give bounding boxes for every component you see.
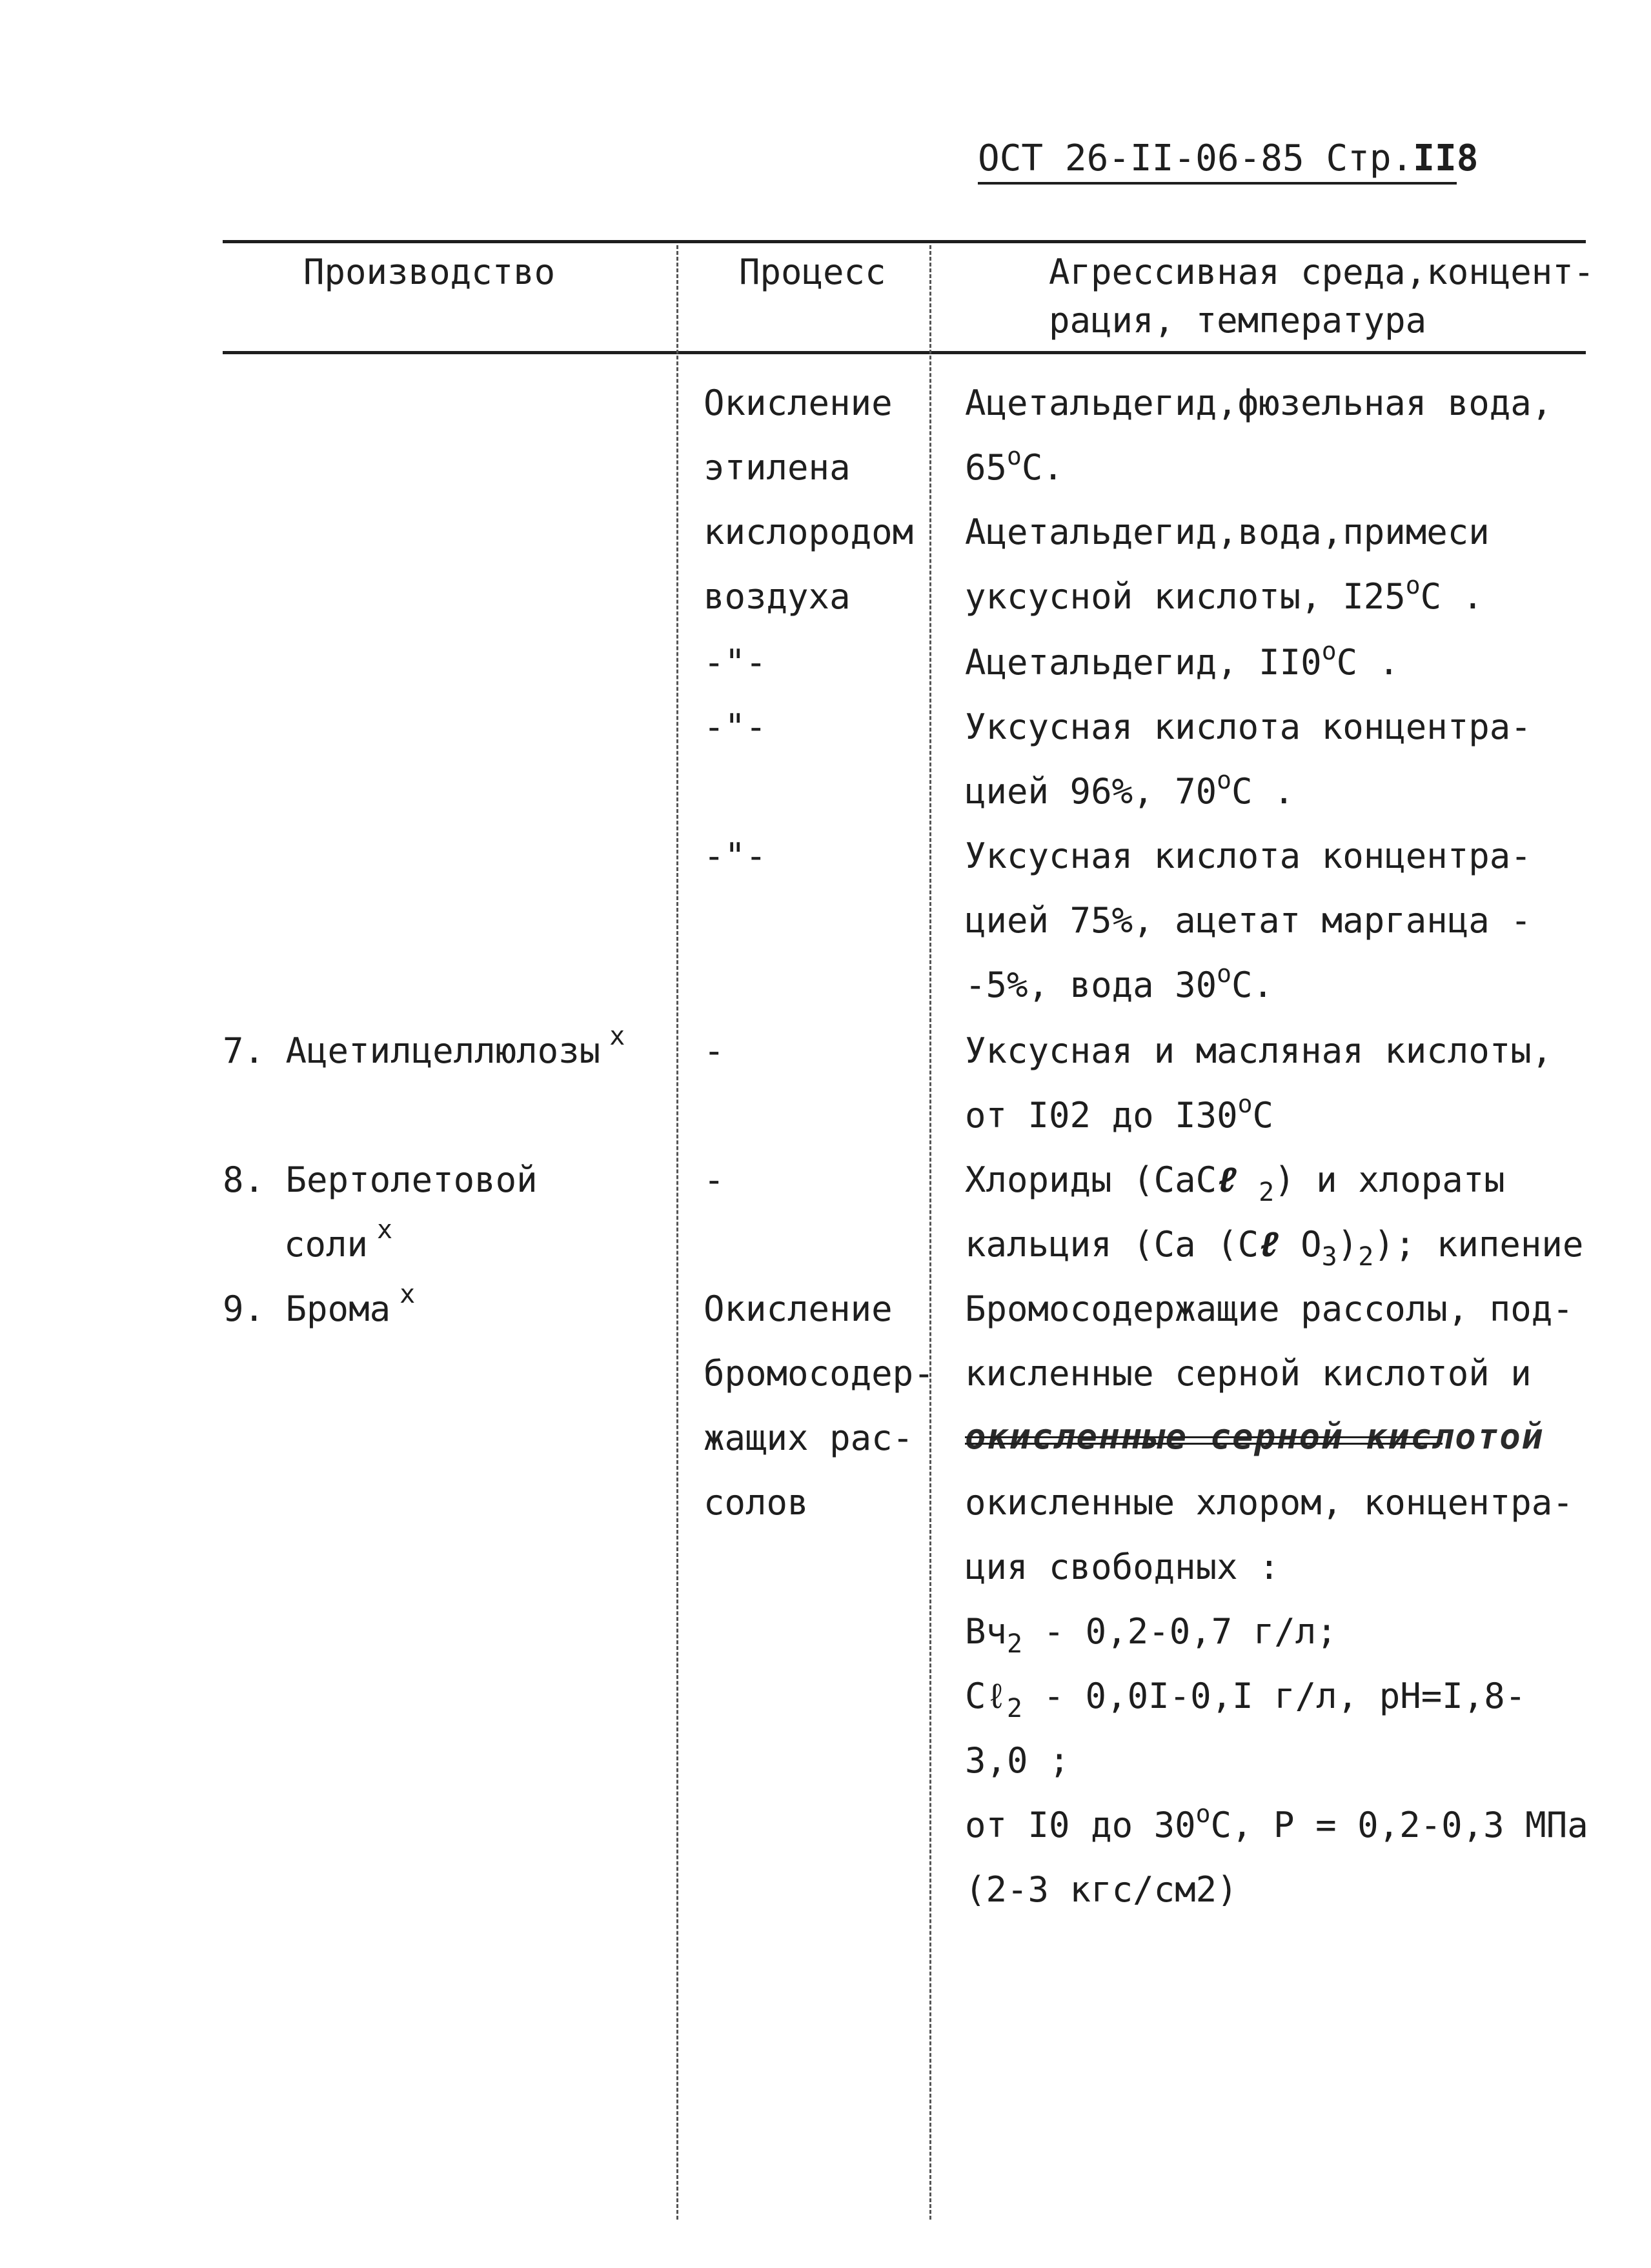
header-medium-line2: рация, температура [1049,300,1427,341]
medium-5-line2: цией 75%, ацетат марганца - [965,900,1532,941]
process-oxygen: кислородом [704,512,914,552]
process-ethylene: этилена [704,447,851,488]
struck-out-text: окисленные серной кислотой [965,1416,1545,1457]
page-number: II8 [1413,137,1479,179]
process-8: - [704,1159,725,1200]
degree-mark: о [1007,442,1022,471]
process-9-line3: жащих рас- [704,1418,914,1458]
process-9-line1: Окисление [704,1289,893,1329]
column-divider-2 [929,245,931,2220]
medium-5-line3: -5%, вода $30^оС$. [965,959,1274,1005]
medium-4-line2: цией 96%, $70^оС$ . [965,766,1295,812]
degree-mark: о [1321,637,1337,666]
medium-5-line1: Уксусная кислота концентра- [965,836,1532,876]
medium-9-bromine: $Вч_2 - 0,2-0,7$ г/л; [965,1611,1337,1659]
footnote-mark: x [377,1215,393,1245]
strike-line [965,1443,1443,1445]
header-process: Процесс [739,252,886,292]
medium-3: Ацетальдегид, $II0^оС$ . [965,637,1400,683]
standard-code: ОСТ 26-II-06-85 Стр. [978,137,1413,179]
medium-7-line2: от I02 до $I30^оС$ [965,1090,1274,1136]
degree-mark: о [1405,571,1421,600]
degree-mark: о [1217,766,1232,795]
medium-9-line10: (2-3 кгс/см2) [965,1869,1238,1910]
production-7: 7. Ацетилцеллюлозы $^x$ [223,1021,625,1071]
process-ditto-3: -"- [704,836,767,876]
header-underline [978,182,1457,185]
table-top-rule [223,240,1586,243]
degree-mark: о [1237,1090,1253,1119]
medium-9-chlorine: Cℓ$_2$ - 0,0I-0,I г/л, pH=I,8- [965,1676,1526,1723]
process-7: - [704,1030,725,1071]
document-header [978,137,1479,179]
footnote-mark: x [400,1280,416,1309]
medium-8-line2: кальция (Са (Cℓ $O_3)_2$); кипение [965,1224,1584,1272]
strike-line [965,1436,1443,1438]
process-9-line4: солов [704,1482,809,1523]
medium-9-line2: кисленные серной кислотой и [965,1353,1532,1394]
medium-9-line5: ция свободных : [965,1547,1280,1587]
medium-1-line2: $65^оС$. [965,442,1064,488]
process-ditto-2: -"- [704,707,767,747]
production-8-line1: 8. Бертолетовой [223,1159,538,1200]
medium-9-line4: окисленные хлором, концентра- [965,1482,1574,1523]
table-head-rule [223,351,1586,354]
process-ditto-1: -"- [704,642,767,683]
medium-2-line1: Ацетальдегид,вода,примеси [965,512,1490,552]
production-9: 9. Брома $^x$ [223,1280,416,1329]
header-medium-line1: Агрессивная среда,концент- [1049,252,1595,292]
degree-mark: о [1217,959,1232,988]
column-divider-1 [676,245,678,2220]
process-air: воздуха [704,576,851,617]
medium-8-line1: Хлориды (CaCℓ $_2$) и хлораты [965,1159,1505,1207]
header-production: Производство [303,252,556,292]
process-9-line2: бромосодер- [704,1353,935,1394]
medium-2-line2: уксусной кислоты, $I25^оС$ . [965,571,1484,617]
process-oxidation: Окисление [704,383,893,423]
medium-1-line1: Ацетальдегид,фюзельная вода, [965,383,1553,423]
production-8-line2: соли $^x$ [284,1215,393,1265]
footnote-mark: x [609,1021,625,1051]
medium-9-line1: Бромосодержащие рассолы, под- [965,1289,1574,1329]
degree-mark: о [1195,1800,1211,1829]
medium-7-line1: Уксусная и масляная кислоты, [965,1030,1553,1071]
medium-4-line1: Уксусная кислота концентра- [965,707,1532,747]
medium-9-line9: от I0 до $30^оС$, Р = 0,2-0,3 МПа [965,1800,1588,1845]
medium-9-line8: 3,0 ; [965,1740,1070,1781]
